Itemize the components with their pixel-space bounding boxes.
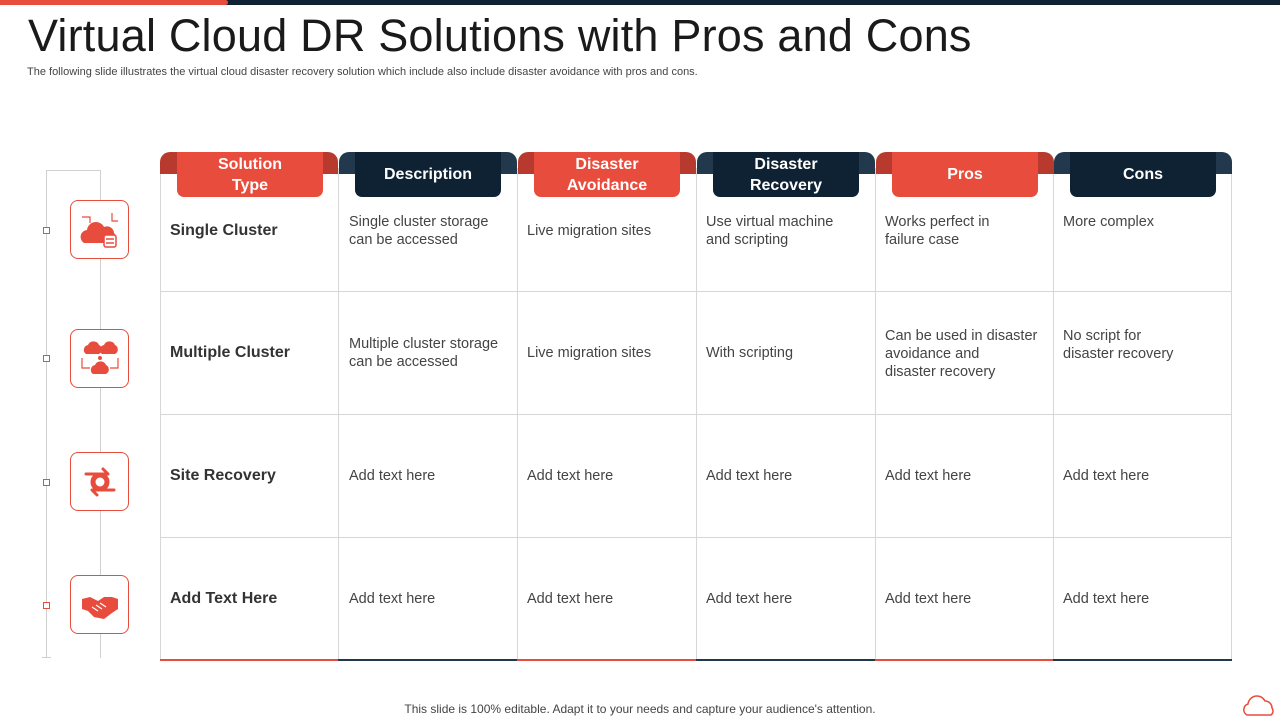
table-cell: Add text here bbox=[706, 591, 793, 607]
row-label-single-cluster: Single Cluster bbox=[170, 222, 278, 239]
table-bottom-accent bbox=[875, 659, 1053, 661]
table-cell: Add text here bbox=[706, 468, 793, 484]
header-description: Description bbox=[355, 152, 501, 197]
table-cell: Can be used in disaster avoidance and disaster recovery bbox=[885, 328, 1038, 380]
table-cell: Works perfect in failure case bbox=[885, 214, 990, 248]
table-row-line bbox=[160, 537, 1232, 538]
cloud-logo-icon bbox=[1240, 694, 1278, 718]
network-cluster-icon bbox=[78, 338, 122, 380]
timeline-dot bbox=[43, 479, 50, 486]
timeline-dot bbox=[43, 602, 50, 609]
timeline-dot bbox=[43, 355, 50, 362]
table-cell: No script for disaster recovery bbox=[1063, 328, 1174, 362]
header-pros: Pros bbox=[892, 152, 1038, 197]
table-cell: Add text here bbox=[527, 468, 614, 484]
table-cell: Live migration sites bbox=[527, 223, 652, 239]
row-label-site-recovery: Site Recovery bbox=[170, 467, 276, 484]
table-row-line bbox=[160, 414, 1232, 415]
table-cell: With scripting bbox=[706, 345, 794, 361]
pros-cons-table bbox=[160, 168, 1232, 660]
table-cell: Use virtual machine and scripting bbox=[706, 214, 834, 248]
table-bottom-accent bbox=[338, 659, 517, 661]
header-cons: Cons bbox=[1070, 152, 1216, 197]
row-icon-box bbox=[70, 329, 129, 388]
row-icon-box bbox=[70, 452, 129, 511]
table-cell: Add text here bbox=[885, 468, 972, 484]
table-cell: Live migration sites bbox=[527, 345, 652, 361]
table-cell: Add text here bbox=[1063, 468, 1150, 484]
row-icon-box bbox=[70, 575, 129, 634]
header-solution-type: Solution Type bbox=[177, 152, 323, 197]
timeline-cap-bottom bbox=[42, 657, 51, 658]
timeline-dot bbox=[43, 227, 50, 234]
table-cell: Add text here bbox=[1063, 591, 1150, 607]
table-bottom-accent bbox=[696, 659, 875, 661]
header-disaster-recovery: Disaster Recovery bbox=[713, 152, 859, 197]
footer-note: This slide is 100% editable. Adapt it to your needs and capture your audience's attention. bbox=[404, 702, 876, 716]
page-title: Virtual Cloud DR Solutions with Pros and Cons bbox=[28, 10, 972, 61]
top-bar-accent bbox=[0, 0, 228, 5]
table-cell: Multiple cluster storage can be accessed bbox=[349, 336, 499, 370]
row-icon-box bbox=[70, 200, 129, 259]
table-bottom-accent bbox=[517, 659, 696, 661]
header-disaster-avoidance: Disaster Avoidance bbox=[534, 152, 680, 197]
table-bottom-accent bbox=[1053, 659, 1232, 661]
row-label-add-text: Add Text Here bbox=[170, 590, 278, 607]
table-row-line bbox=[160, 291, 1232, 292]
timeline-cap-top bbox=[46, 170, 101, 171]
table-cell: Single cluster storage can be accessed bbox=[349, 214, 489, 248]
row-label-multiple-cluster: Multiple Cluster bbox=[170, 344, 291, 361]
table-bottom-accent bbox=[160, 659, 338, 661]
page-subtitle: The following slide illustrates the virtual cloud disaster recovery solution which include also include disaster avoidance with pros and cons. bbox=[27, 66, 698, 78]
table-cell: More complex bbox=[1063, 214, 1155, 230]
timeline-line bbox=[46, 170, 47, 658]
table-cell: Add text here bbox=[527, 591, 614, 607]
table-cell: Add text here bbox=[349, 468, 436, 484]
handshake-icon bbox=[78, 585, 122, 625]
cloud-cluster-icon bbox=[78, 209, 122, 251]
gear-sync-icon bbox=[78, 460, 122, 504]
table-cell: Add text here bbox=[349, 591, 436, 607]
table-cell: Add text here bbox=[885, 591, 972, 607]
